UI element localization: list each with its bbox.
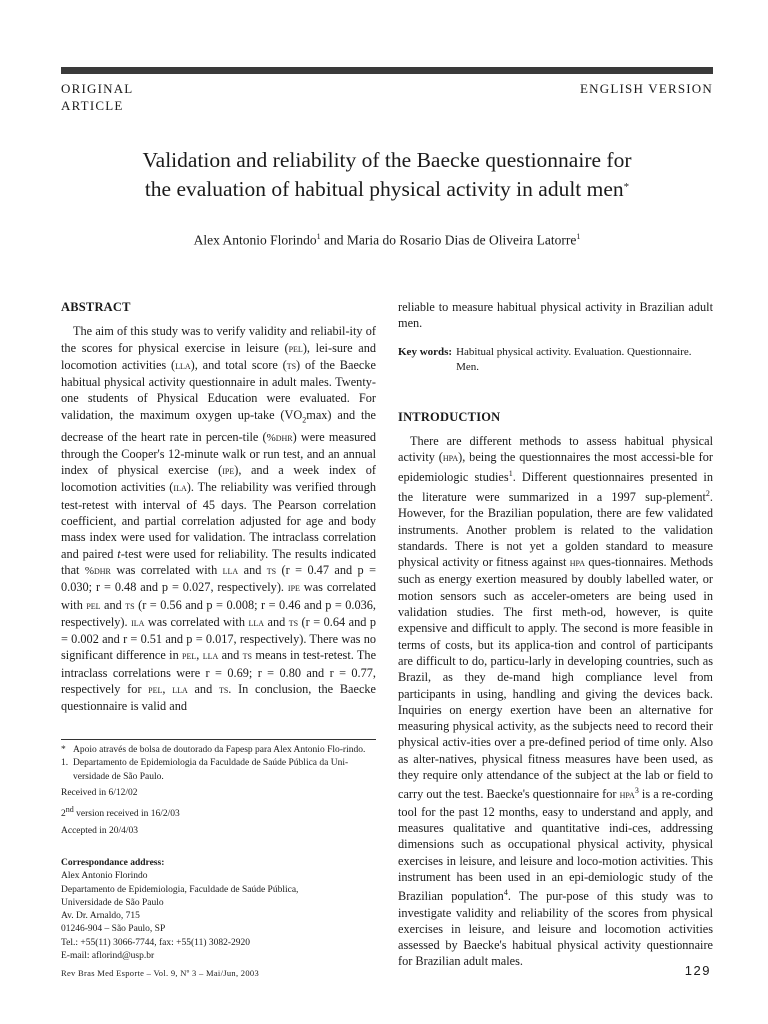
keywords-text: Habitual physical activity. Evaluation. Questionnaire. Men. [456,345,692,373]
author-1-affiliation: 1 [316,232,321,241]
page-number: 129 [684,963,711,978]
footnotes [61,744,376,838]
left-column [61,299,376,715]
author-1: Alex Antonio Florindo [193,232,317,248]
title-line2: the evaluation of habitual physical activity in adult men [144,177,624,201]
correspondence-address [61,857,376,963]
article-type-label [61,80,181,114]
correspondence-line: 01246-904 – São Paulo, SP [61,924,166,935]
footnote-divider [61,739,376,740]
author-list [61,232,713,249]
keywords-label: Key words: [398,345,453,358]
correspondence-line: Universidade de São Paulo [61,897,164,908]
abstract-continuation: reliable to measure habitual physical activity in Brazilian adult men. [398,300,713,331]
keywords [398,345,713,375]
introduction-text: There are different methods to assess habitual physical activity (hpa), being the questionnaires the most accessi-ble for epidemiologic studies$^1$. Different questionnaires presented in the literature were summarized in a 1997 sup-plement$^2$. However, for the Brazilian population, there are few validated instruments. Another problem is related to the validation standards. There is not yet a golden standard to measure physical activity or fitness against hpa ques-tionnaires. Methods such as energy exertion measured by doubly labelled water, or motion sensors such as acceler-ometers are being used in validation studies. The first meth-od, however, is quite expensive and difficult to apply. The second is more feasible in terms of costs, but its applica-tion and control of participants are difficult to do, particu-larly in developing countries, such as Brazil, as they de-mand high compliance level from participants in using, handling and giving the devices back. Inquiries on energy exertion have been an alternative for measuring physical activity, as the subjects need to record their physical activ-ities over a pre-defined period of time only. Also as alter-natives, physical fitness measures have been used, as they require only attendance of the subject at the lab or field to carry out the test. Baecke's questionnaire for hpa$^3$ is a re-cording tool for the past 12 months, easy to understand and apply, and measures qualitative and quantitative indi-ces, addressing dimensions such as occupational physical activity, physical exercises in leisure, and leisure and loco-motion activities. This instrument has been used in an epi-demiologic study of the Brazilian population$^4$. The pur-pose of this study was to investigate validity and reliability of the scores from physical exercises in leisure, and leisure and locomotion activities assessed by Baecke's habitual physical activity questionnaire for Brazilian adult males. [398,433,713,969]
accepted-date: Accepted in 20/4/03 [61,825,139,836]
abstract-text: The aim of this study was to verify validity and reliabil-ity of the scores for physical exercise in leisure (pel), lei-sure and locomotion activities (lla), and total score (ts) of the Baecke habitual physical activity questionnaire in adult males. Twenty-one students of Physical Education were evaluated. For validation, the maximum oxygen up-take $(VO_2\max)$ and the decrease of the heart rate in percen-tile (%dhr) were measured through the Cooper's 12-minute walk or run test, and an annual index of physical exercise (ipe), and a week index of locomotion activities (ila). The reliability was verified through test-retest with interval of 45 days. The Pearson correlation coefficient, and partial correlation adjusted for age and body mass index were used for validation. The intraclass correlation and paired t-test were used for reliability. The results indicated that %dhr was correlated with lla and ts (r = 0.47 and p = 0.030; r = 0.48 and p = 0.027, respectively). ipe was correlated with pel and ts (r = 0.56 and p = 0.008; r = 0.46 and p = 0.036, respectively). ila was correlated with lla and ts (r = 0.64 and p = 0.002 and r = 0.51 and p = 0.017, respectively). There was no significant difference in pel, lla and ts means in test-retest. The intraclass correlations were r = 0.69; r = 0.80 and r = 0.77, respectively for pel, lla and ts. In conclusion, the Baecke questionnaire is valid and [61,324,377,714]
correspondence-line: Alex Antonio Florindo [61,871,148,882]
abstract-heading: ABSTRACT [61,300,131,314]
footnote-funding: * Apoio através de bolsa de doutorado da Fapesp para Alex Antonio Flo-rindo. [61,745,366,755]
author-conjunction: and [320,232,347,248]
correspondence-line: Departamento de Epidemiologia, Faculdade de Saúde Pública, [61,884,299,895]
correspondence-email: E-mail: aflorind@usp.br [61,951,155,962]
footnote-affiliation: 1. Departamento de Epidemiologia da Faculdade de Saúde Pública da Uni-versidade de São Paulo. [61,758,349,782]
correspondence-label: Correspondance address: [61,858,165,868]
received-date: Received in 6/12/02 [61,787,138,798]
introduction-heading: INTRODUCTION [398,409,501,424]
journal-citation: Rev Bras Med Esporte – Vol. 9, Nº 3 – Mai/Jun, 2003 [61,968,260,978]
correspondence-line: Tel.: +55(11) 3066-7744, fax: +55(11) 3082-2920 [61,937,251,948]
title-footnote-mark: * [623,181,630,193]
right-column [398,299,713,970]
author-2: Maria do Rosario Dias de Oliveira Latorre [346,232,577,248]
correspondence-line: Av. Dr. Arnaldo, 715 [61,911,140,922]
author-2-affiliation: 1 [576,232,581,241]
language-label: ENGLISH VERSION [580,81,713,96]
second-version-date: 2nd version received in 16/2/03 [61,805,180,820]
article-type-line2: ARTICLE [61,98,124,113]
top-rule [61,67,713,74]
title-line1: Validation and reliability of the Baecke questionnaire for [142,148,632,172]
article-type-line1: ORIGINAL [61,81,134,96]
paper-title [61,146,713,204]
